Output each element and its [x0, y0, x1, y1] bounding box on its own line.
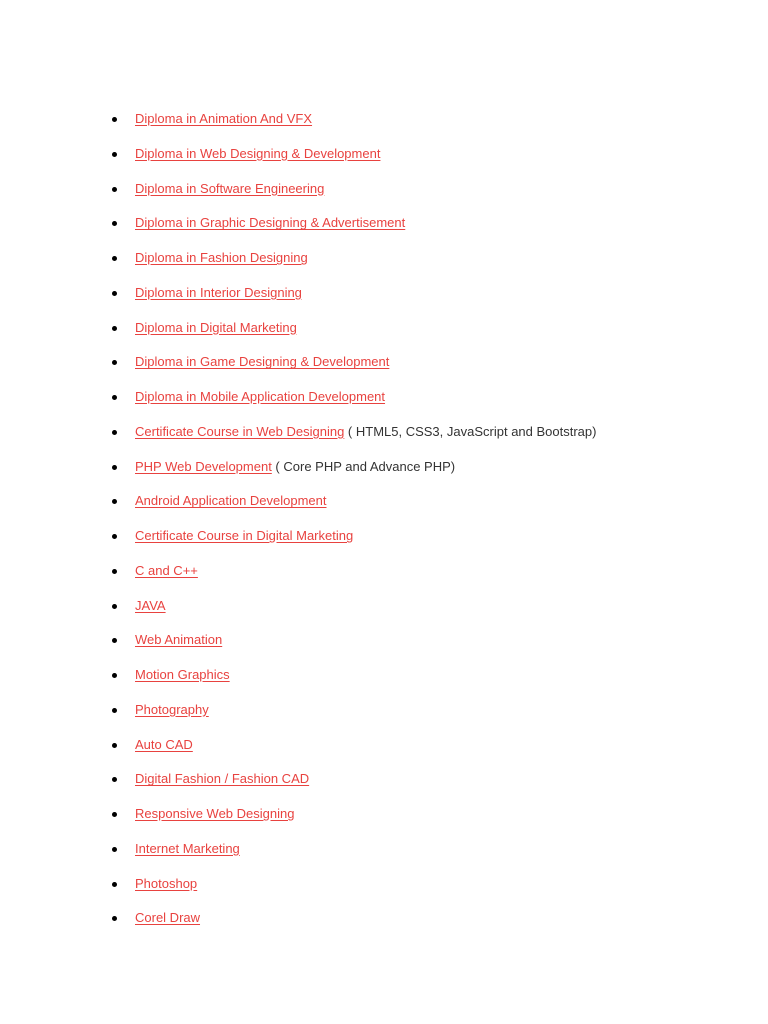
bullet-icon [112, 812, 117, 817]
list-item [110, 319, 596, 354]
course-link[interactable]: Diploma in Interior Designing [135, 284, 302, 300]
course-link[interactable]: Diploma in Game Designing & Development [135, 354, 390, 370]
bullet-icon [112, 360, 117, 365]
course-link[interactable]: Diploma in Software Engineering [135, 180, 325, 196]
list-item [110, 770, 596, 805]
list-item [110, 840, 596, 875]
list-item [110, 249, 596, 284]
course-link[interactable]: Diploma in Digital Marketing [135, 319, 297, 335]
bullet-icon [112, 291, 117, 296]
course-link[interactable]: Web Animation [135, 632, 223, 648]
list-item [110, 805, 596, 840]
course-link[interactable]: Diploma in Animation And VFX [135, 111, 313, 126]
list-item [110, 353, 596, 388]
bullet-icon [112, 499, 117, 504]
list-item [110, 214, 596, 249]
bullet-icon [112, 465, 117, 470]
course-note: ( Core PHP and Advance PHP) [271, 458, 456, 474]
bullet-icon [112, 430, 117, 435]
list-item [110, 666, 596, 701]
list-item [110, 701, 596, 736]
course-link[interactable]: Digital Fashion / Fashion CAD [135, 771, 310, 787]
bullet-icon [112, 395, 117, 400]
course-link[interactable]: Diploma in Web Designing & Development [135, 145, 381, 161]
bullet-icon [112, 326, 117, 331]
bullet-icon [112, 882, 117, 887]
course-link[interactable]: Auto CAD [135, 736, 193, 752]
course-link[interactable]: Certificate Course in Web Designing [135, 423, 345, 439]
list-item [110, 145, 596, 180]
bullet-icon [112, 152, 117, 157]
course-link[interactable]: Diploma in Fashion Designing [135, 250, 308, 265]
bullet-icon [112, 221, 117, 226]
list-item [110, 388, 596, 423]
course-link[interactable]: Diploma in Mobile Application Development [135, 389, 386, 404]
bullet-icon [112, 117, 117, 122]
list-item [110, 423, 596, 458]
bullet-icon [112, 638, 117, 643]
course-link[interactable]: Internet Marketing [135, 840, 240, 856]
list-item [110, 875, 596, 910]
bullet-icon [112, 604, 117, 609]
course-link[interactable]: Android Application Development [135, 493, 327, 509]
course-list [110, 110, 596, 944]
list-item [110, 492, 596, 527]
bullet-icon [112, 256, 117, 261]
bullet-icon [112, 708, 117, 713]
bullet-icon [112, 743, 117, 748]
list-item [110, 110, 596, 145]
list-item [110, 527, 596, 562]
list-item [110, 597, 596, 632]
bullet-icon [112, 673, 117, 678]
course-note: ( HTML5, CSS3, JavaScript and Bootstrap) [344, 423, 597, 439]
list-item [110, 458, 596, 493]
course-link[interactable]: Photography [135, 701, 209, 717]
list-item [110, 631, 596, 666]
course-link[interactable]: Photoshop [135, 875, 198, 891]
course-link[interactable]: Diploma in Graphic Designing & Advertisement [135, 215, 406, 231]
course-link[interactable]: C and C++ [135, 562, 198, 578]
bullet-icon [112, 187, 117, 192]
bullet-icon [112, 847, 117, 852]
bullet-icon [112, 916, 117, 921]
course-link[interactable]: PHP Web Development [135, 458, 272, 474]
list-item [110, 909, 596, 944]
bullet-icon [112, 569, 117, 574]
bullet-icon [112, 777, 117, 782]
list-item [110, 562, 596, 597]
bullet-icon [112, 534, 117, 539]
list-item [110, 180, 596, 215]
list-item [110, 736, 596, 771]
course-link[interactable]: Responsive Web Designing [135, 806, 295, 821]
course-link[interactable]: Corel Draw [135, 910, 201, 926]
list-item [110, 284, 596, 319]
course-link[interactable]: JAVA [135, 597, 166, 613]
course-link[interactable]: Motion Graphics [135, 667, 230, 682]
course-link[interactable]: Certificate Course in Digital Marketing [135, 528, 354, 543]
